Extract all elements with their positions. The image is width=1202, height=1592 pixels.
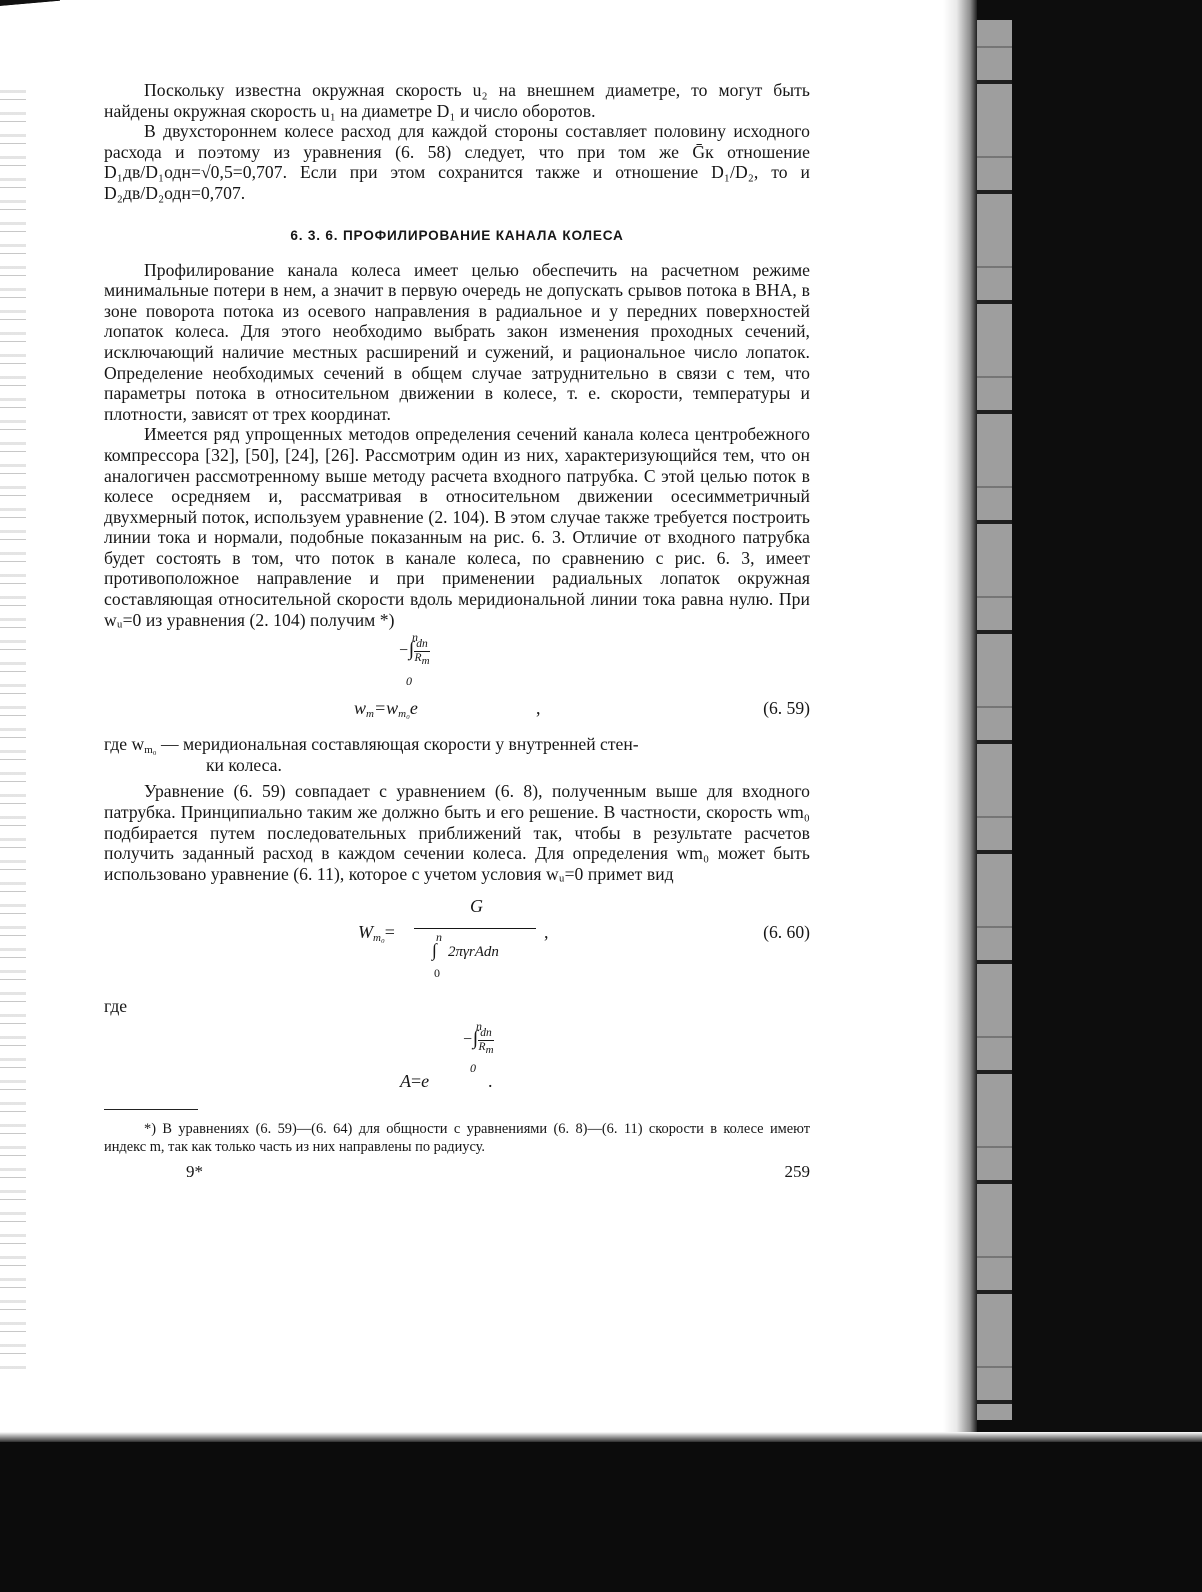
equation-a: [104, 1019, 810, 1095]
scan-artifact-bottom-fade: [0, 1432, 1202, 1442]
eqa-exp-denominator: [478, 1041, 494, 1057]
footnote: *) В уравнениях (6. 59)—(6. 64) для общности с уравнениями (6. 8)—(6. 11) скорости в колесе имеют индекс m, так как только часть из них направлены по радиусу.: [104, 1121, 810, 1156]
scan-artifact-right-gradient: [943, 0, 977, 1440]
eq59-exp-integral: ∫: [408, 638, 415, 661]
eq59-exp-denominator: [414, 652, 430, 668]
eq59-mid: =w: [373, 698, 399, 719]
page-number: 259: [784, 1162, 810, 1182]
eq60-integral: ∫: [432, 940, 437, 961]
eqa-body: [400, 1071, 429, 1092]
eq59-mid-sub: m₀: [398, 708, 410, 721]
eq59-lhs-sub: m: [366, 708, 374, 721]
eqa-exp-integral: ∫: [472, 1027, 479, 1050]
scan-artifact-top-left: [0, 0, 60, 14]
eq60-integrand: 2πγrAdn: [448, 944, 499, 961]
eq60-equals: =: [384, 922, 395, 943]
where-definition: [104, 734, 810, 775]
where-def-text: — меридиональная составляющая скорости у внутренней стен-: [156, 734, 639, 755]
paragraph-methods: Имеется ряд упрощенных методов определения сечений канала колеса центробежного компрессора [32], [50], [24], [26]. Рассмотрим один из них, характеризующийся тем, что он аналогичен рассмотренному выше методу расчета входного патрубка. С этой целью поток в колесе осредняем и, рассматривая в относительном движении осесимметричный двухмерный поток, используем уравнение (2. 104). В этом случае также требуется построить линии тока и нормали, подобные показанным на рис. 6. 3. Отличие от входного патрубка будет состоять в том, что поток в канале колеса, по сравнению с рис. 6. 3, имеет противоположное направление и при применении радиальных лопаток окружная составляющая относительной скорости вдоль меридиональной линии тока равна нулю. При wᵤ=0 из уравнения (2. 104) получим *): [104, 424, 810, 630]
eqa-exp-den-sub: m: [485, 1044, 494, 1057]
eq59-comma: ,: [536, 698, 541, 719]
eq59-number: (6. 59): [763, 698, 810, 719]
equation-6-59: [104, 630, 810, 734]
where-def-continuation: ки колеса.: [206, 754, 282, 775]
page-footer: [104, 1156, 810, 1184]
eq60-fraction-bar: [414, 928, 536, 929]
eqa-exp-den-base: R: [478, 1041, 486, 1054]
scan-artifact-left-edge: [0, 90, 26, 1370]
eqa-exp-sign: −: [462, 1031, 473, 1049]
eq60-comma: ,: [544, 922, 549, 943]
eqa-exp-numerator: dn: [480, 1027, 492, 1040]
footnote-rule: [104, 1109, 198, 1110]
eq60-numerator: G: [470, 896, 483, 917]
scan-artifact-bottom-edge: [0, 1442, 1202, 1592]
eqa-base: e: [421, 1071, 430, 1092]
eq60-upper: n: [436, 930, 442, 945]
eq59-exp-sign: −: [398, 642, 409, 660]
eqa-equals: =: [411, 1071, 422, 1092]
eq60-lower: 0: [434, 966, 440, 981]
eq59-exp-den-base: R: [414, 652, 422, 665]
eq60-lhs-sub: m₀: [373, 932, 385, 945]
eq59-exp-den-sub: m: [421, 655, 430, 668]
paragraph-top-2: В двухстороннем колесе расход для каждой стороны составляет половину исходного расхода и поэтому из уравнения (6. 58) следует, что при том же Ḡк отношение D₁дв/D₁одн=√0,5=0,707. Если при этом сохранится также и отношение D₁/D₂, то и D₂дв/D₂одн=0,707.: [104, 121, 810, 203]
eq59-exp-upper: n: [412, 630, 418, 645]
equation-6-60: [104, 896, 810, 982]
paragraph-profiling: Профилирование канала колеса имеет целью обеспечить на расчетном режиме минимальные потери в нем, а значит в первую очередь не допускать срывов потока в ВНА, в зоне поворота потока из осевого направления в радиальное и у передних поверхностей лопаток колеса. Для этого необходимо выбрать закон изменения проходных сечений, исключающий наличие местных расширений и сужений, и рациональное число лопаток. Определение необходимых сечений в общем случае затруднительно в связи с тем, что параметры потока в относительном движении в колесе, т. е. скорости, температуры и плотности, зависят от трех координат.: [104, 259, 810, 424]
section-title: 6. 3. 6. ПРОФИЛИРОВАНИЕ КАНАЛА КОЛЕСА: [290, 227, 624, 243]
where-def-sub: m₀: [144, 744, 157, 757]
eqa-lhs: A: [400, 1071, 411, 1092]
eq60-number: (6. 60): [763, 922, 810, 943]
where-word: где: [104, 996, 128, 1017]
eqa-period: .: [488, 1071, 493, 1092]
eq59-body: [354, 698, 418, 719]
book-page: [104, 80, 810, 1184]
eqa-exp-lower: 0: [470, 1061, 476, 1076]
eqa-exp-upper: n: [476, 1019, 482, 1034]
paragraph-top-1: Поскольку известна окружная скорость u₂ на внешнем диаметре, то могут быть найдены окружная скорость u₁ на диаметре D₁ и число оборотов.: [104, 80, 810, 121]
paragraph-after-eq59: Уравнение (6. 59) совпадает с уравнением (6. 8), полученным выше для входного патрубка. Принципиально таким же должно быть и его решение. В частности, скорость wm₀ подбирается путем последовательных приближений так, чтобы в результате расчетов получить заданный расход в каждом сечении колеса. Для определения wm₀ может быть использовано уравнение (6. 11), которое с учетом условия wᵤ=0 примет вид: [104, 781, 810, 884]
eq59-exp-lower: 0: [406, 674, 412, 689]
eq60-lhs: W: [358, 922, 373, 943]
eq59-lhs: w: [354, 698, 367, 719]
signature-mark: 9*: [186, 1162, 203, 1182]
eq59-base: e: [409, 698, 418, 719]
where-def-first: где w: [104, 734, 145, 755]
eq59-exp-numerator: dn: [416, 638, 428, 651]
eq60-lhs-group: [358, 922, 395, 943]
